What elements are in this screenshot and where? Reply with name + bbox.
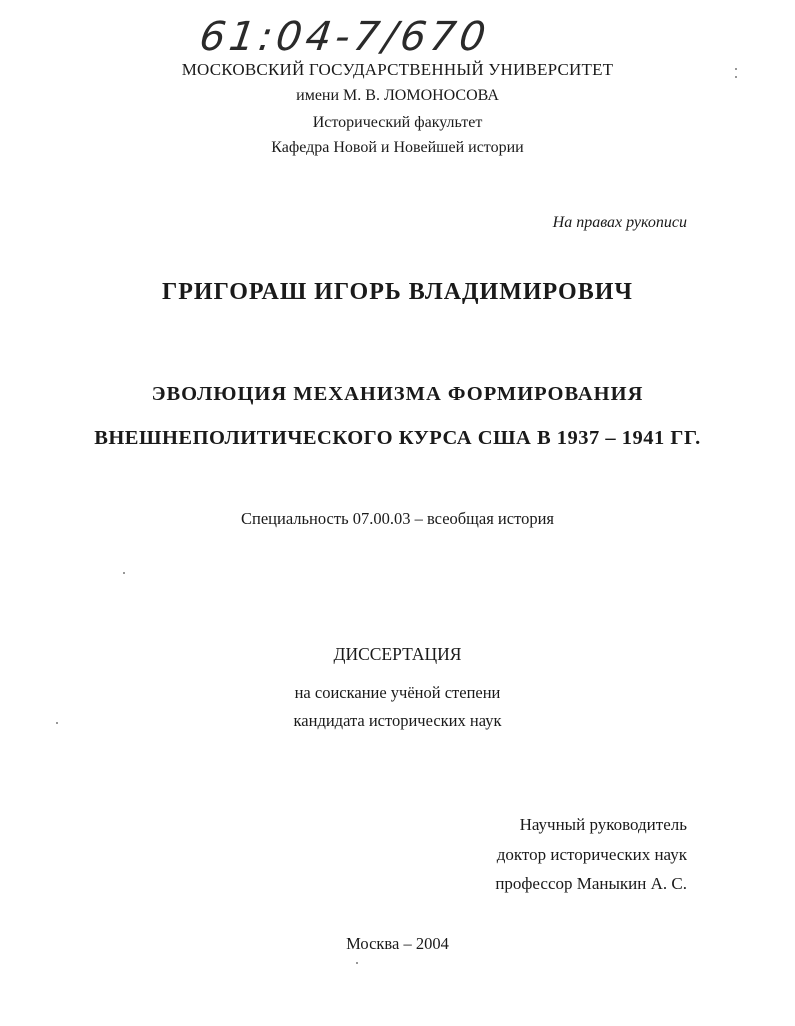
department-name: Кафедра Новой и Новейшей истории: [271, 139, 524, 156]
supervisor-degree: доктор исторических наук: [496, 845, 687, 864]
author-name: ГРИГОРАШ ИГОРЬ ВЛАДИМИРОВИЧ: [161, 279, 634, 305]
thesis-title-line-2: ВНЕШНЕПОЛИТИЧЕСКОГО КУРСА США В 1937 – 1941 ГГ.: [94, 427, 701, 449]
university-name: МОСКОВСКИЙ ГОСУДАРСТВЕННЫЙ УНИВЕРСИТЕТ: [181, 60, 614, 79]
scan-speck: [123, 572, 125, 574]
degree-line-2: кандидата исторических наук: [293, 711, 502, 730]
document-type-heading: ДИССЕРТАЦИЯ: [333, 644, 462, 664]
scan-speck: [735, 76, 737, 78]
scan-speck: [356, 962, 358, 964]
manuscript-rights-note: На правах рукописи: [552, 214, 687, 231]
university-named-after: имени М. В. ЛОМОНОСОВА: [296, 87, 499, 104]
scan-speck: [735, 68, 737, 70]
city-year: Москва – 2004: [346, 934, 449, 953]
supervisor-name: профессор Маныкин А. С.: [495, 874, 687, 893]
faculty-name: Исторический факультет: [312, 114, 483, 131]
thesis-title-line-1: ЭВОЛЮЦИЯ МЕХАНИЗМА ФОРМИРОВАНИЯ: [151, 383, 644, 405]
scan-speck: [56, 722, 58, 724]
specialty-line: Специальность 07.00.03 – всеобщая история: [241, 509, 554, 528]
degree-line-1: на соискание учёной степени: [294, 683, 501, 702]
supervisor-role: Научный руководитель: [519, 815, 687, 834]
handwritten-archive-number: 61:04-7/670: [196, 14, 493, 60]
